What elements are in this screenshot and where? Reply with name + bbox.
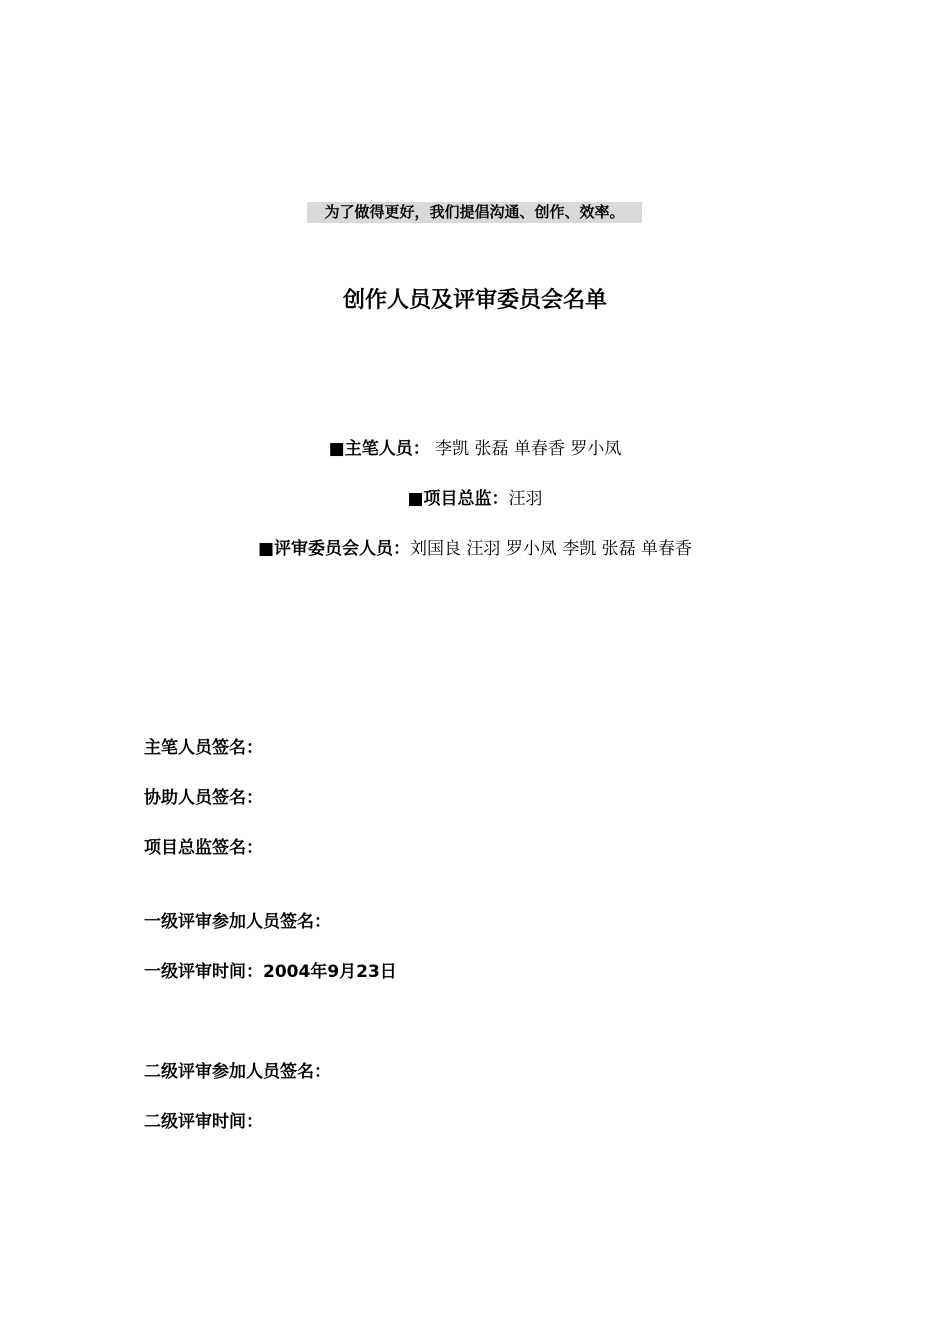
slogan-text: 为了做得更好，我们提倡沟通、创作、效率。 — [324, 203, 625, 221]
roster-project-director — [0, 486, 950, 512]
level1-participants-signature: 一级评审参加人员签名： — [144, 912, 331, 932]
level1-review-time: 一级评审时间：2004年9月23日 — [144, 962, 397, 982]
roster-label: ■项目总监： — [407, 489, 509, 509]
roster-names: 李凯 张磊 单春香 罗小凤 — [429, 439, 622, 459]
level2-review-time: 二级评审时间： — [144, 1112, 263, 1132]
director-signature: 项目总监签名： — [144, 838, 263, 858]
roster-names: 刘国良 汪羽 罗小凤 李凯 张磊 单春香 — [410, 539, 693, 559]
assistant-signature: 协助人员签名： — [144, 788, 263, 808]
roster-label: ■评审委员会人员： — [257, 539, 411, 559]
slogan-banner — [307, 202, 642, 223]
document-title: 创作人员及评审委员会名单 — [342, 288, 607, 313]
roster-lead-writers — [0, 436, 950, 462]
roster-label: ■主笔人员： — [328, 439, 430, 459]
level2-participants-signature: 二级评审参加人员签名： — [144, 1062, 331, 1082]
lead-writer-signature: 主笔人员签名： — [144, 738, 263, 758]
roster-names: 汪羽 — [508, 489, 543, 509]
roster-review-committee — [0, 536, 950, 562]
